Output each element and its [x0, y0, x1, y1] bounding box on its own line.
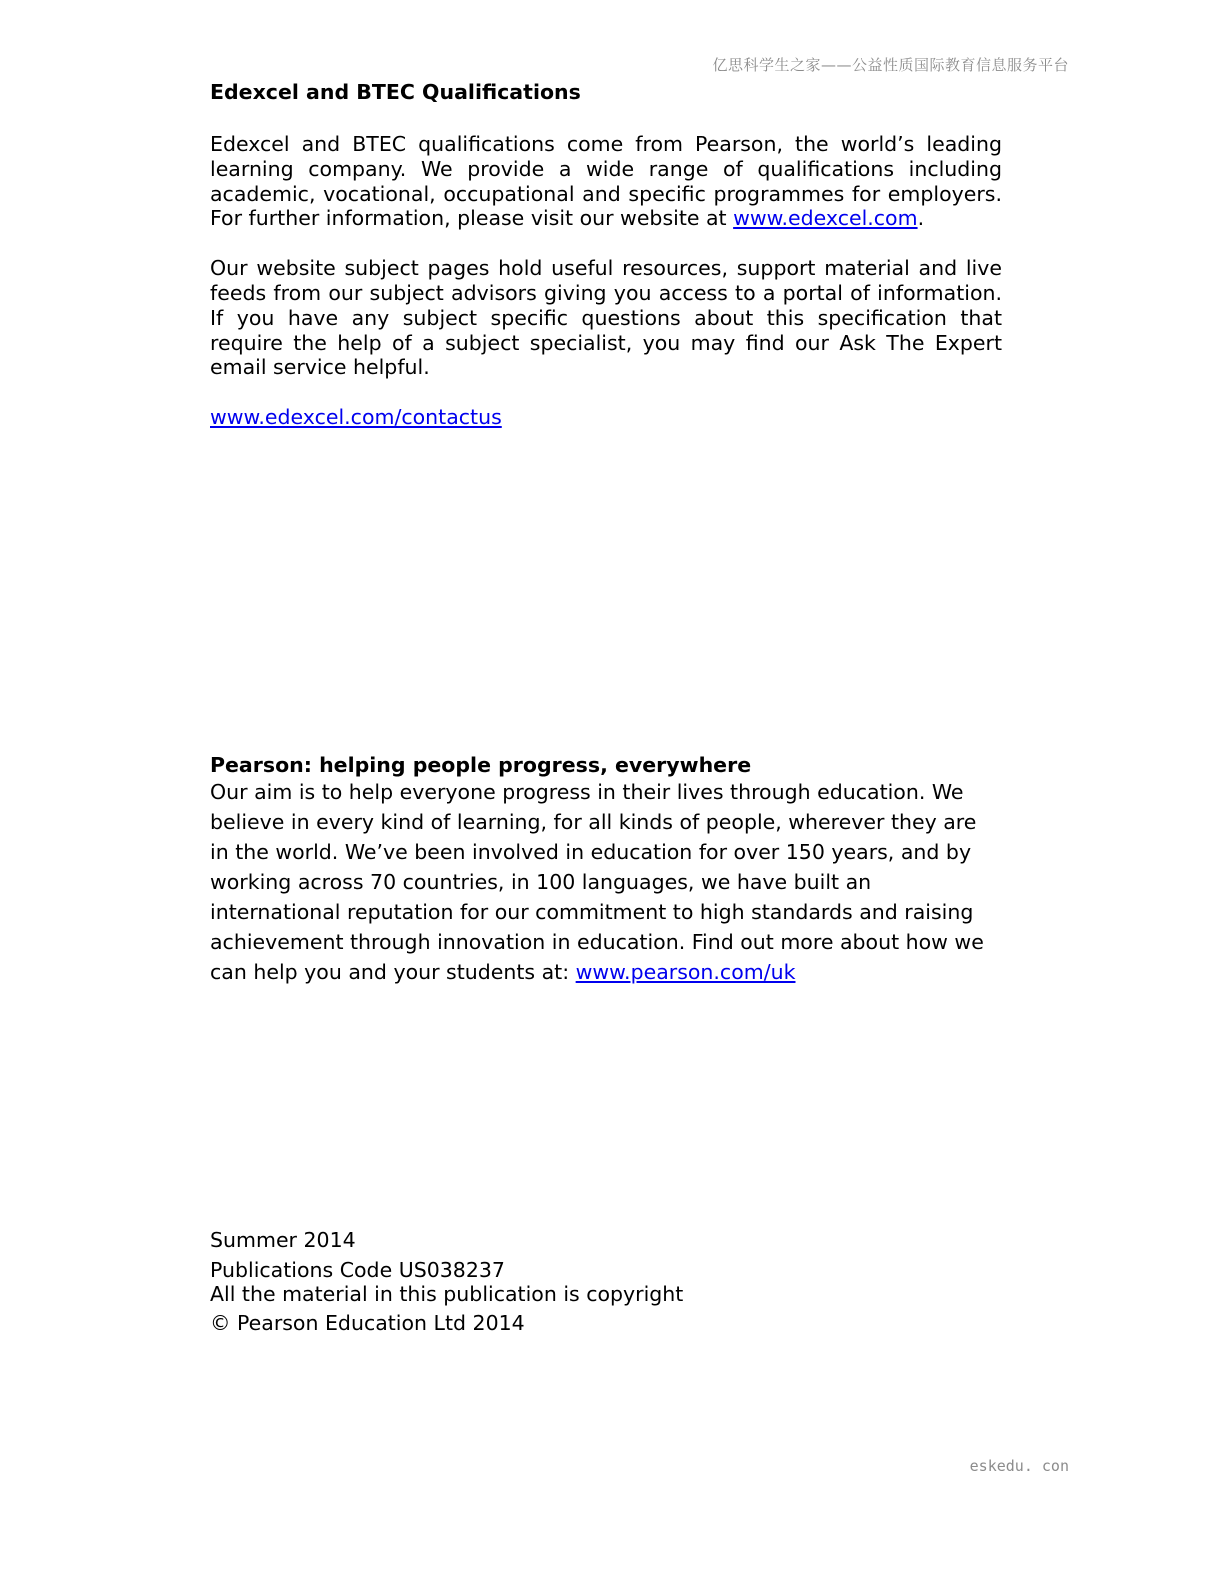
- pearson-section: [210, 753, 1002, 987]
- watermark-header: 亿思科学生之家——公益性质国际教育信息服务平台: [712, 56, 1069, 74]
- edexcel-intro-paragraph: [210, 132, 1002, 231]
- watermark-footer: eskedu. con: [969, 1457, 1069, 1475]
- publication-code: Publications Code US038237: [210, 1258, 505, 1282]
- contact-paragraph: [210, 405, 1002, 430]
- copyright-notice: All the material in this publication is copyright: [210, 1282, 684, 1306]
- contactus-link[interactable]: www.edexcel.com/contactus: [210, 405, 502, 430]
- publication-footer: [210, 1226, 1002, 1337]
- edexcel-subject-paragraph: Our website subject pages hold useful resources, support material and live feeds from our subject advisors giving you access to a portal of information. If you have any subject specific questions about this specification that require the help of a subject specialist, you may find our Ask The Expert email service helpful.: [210, 256, 1002, 380]
- edexcel-intro-end: .: [917, 206, 925, 231]
- publication-season: Summer 2014: [210, 1228, 356, 1252]
- pearson-title: Pearson: helping people progress, everywhere: [210, 753, 752, 777]
- edexcel-intro-text: Edexcel and BTEC qualifications come from Pearson, the world’s leading learning company. We provide a wide range of qualifications including academic, vocational, occupational and specific programmes for employers. For further information, please visit our website at: [210, 132, 1002, 231]
- edexcel-section: [210, 80, 1002, 430]
- pearson-uk-link[interactable]: www.pearson.com/uk: [575, 960, 796, 984]
- pearson-body-paragraph: [210, 777, 1000, 987]
- edexcel-title: Edexcel and BTEC Qualifications: [210, 80, 581, 104]
- copyright-holder: © Pearson Education Ltd 2014: [210, 1311, 525, 1335]
- pearson-body-text: Our aim is to help everyone progress in their lives through education. We believe in every kind of learning, for all kinds of people, wherever they are in the world. We’ve been involved in education for over 150 years, and by working across 70 countries, in 100 languages, we have built an international reputation for our commitment to high standards and raising achievement through innovation in education. Find out more about how we can help you and your students at:: [210, 780, 984, 984]
- edexcel-website-link[interactable]: www.edexcel.com: [733, 206, 918, 231]
